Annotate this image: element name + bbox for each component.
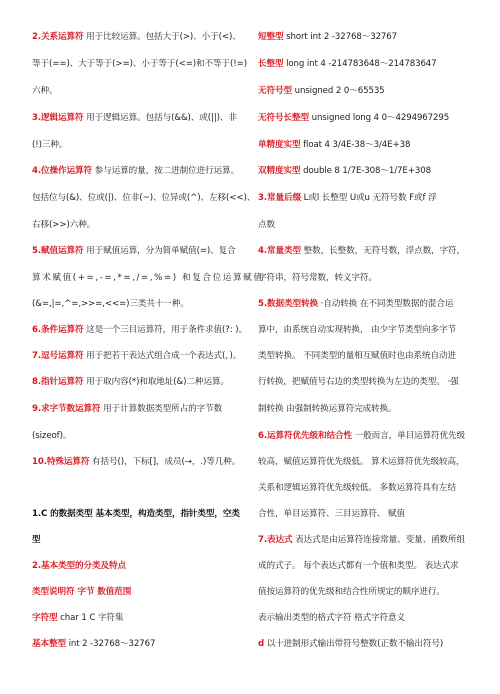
text-line — [258, 272, 377, 285]
text-line — [258, 456, 464, 469]
text-line — [258, 508, 405, 521]
text-line — [258, 403, 397, 416]
text-line — [32, 298, 189, 311]
body-text: L或l 长整型 U或u 无符号数 F或f 浮 — [301, 193, 437, 203]
heading-term: 字符型 — [32, 613, 58, 623]
body-text: 包括位与(&)、位或(|)、位非(~)、位异或(^)、左移(<<)、 — [32, 193, 256, 203]
text-line — [32, 612, 123, 625]
text-line — [32, 58, 247, 71]
text-line — [32, 112, 237, 125]
text-line — [258, 482, 456, 495]
heading-term: 3.常量后缀 — [258, 193, 302, 203]
text-line — [258, 192, 437, 205]
body-text: 算术赋值(+=,-=,*=,/=,%=) 和复合位运算赋值 — [32, 273, 264, 283]
body-text: ·自动转换 在不同类型数据的混合运 — [318, 299, 454, 309]
text-line — [32, 638, 155, 651]
text-line — [32, 324, 247, 337]
body-text: 有括号()，下标[]，成员(→，.)等几种。 — [89, 457, 241, 467]
text-line — [32, 560, 126, 573]
bold-text: 1.C 的数据类型 基本类型，构造类型，指针类型，空类 — [32, 509, 240, 519]
body-text: 以十进制形式输出带符号整数(正数不输出符号) — [264, 639, 444, 649]
body-text: unsigned 2 0～65535 — [291, 86, 385, 96]
body-text: int 2 -32768～32767 — [65, 639, 156, 649]
body-text: 行转换，把赋值号右边的类型转换为左边的类型。 ·强 — [258, 377, 459, 387]
body-text: 算中，由系统自动实现转换， 由少字节类型向多字节 — [258, 325, 456, 335]
body-text: 较高，赋值运算符优先级低。 算术运算符优先级较高， — [258, 457, 465, 467]
heading-term: 双精度实型 — [258, 166, 301, 176]
text-line — [258, 31, 397, 44]
text-line — [32, 534, 41, 547]
body-text: 制转换 由强制转换运算符完成转换。 — [258, 404, 397, 414]
text-line — [258, 324, 456, 337]
body-text: 右移(>>)六种。 — [32, 220, 96, 230]
heading-term: 7.表达式 — [258, 535, 293, 545]
text-line — [258, 219, 275, 232]
body-text: 一般而言，单目运算符优先级 — [351, 431, 466, 441]
heading-term: 7.逗号运算符 — [32, 351, 84, 361]
heading-term: 无符号长整型 — [258, 113, 309, 123]
body-text: (&=,|=,^=,>>=,<<=)三类共十一种。 — [32, 299, 189, 309]
body-text: 表示输出类型的格式字符 格式字符意义 — [258, 613, 406, 623]
body-text: 用于逻辑运算。包括与(&&)、或(||)、非 — [83, 113, 237, 123]
text-line — [258, 245, 465, 258]
heading-term: 6.运算符优先级和结合性 — [258, 431, 352, 441]
text-line — [258, 430, 465, 443]
text-line — [258, 560, 459, 573]
body-text: 用于把若干表达式组合成一个表达式(，)。 — [83, 351, 242, 361]
heading-term: 短整型 — [258, 32, 284, 42]
body-text: 等于(==)、大于等于(>=)、小于等于(<=)和不等于(!=) — [32, 59, 247, 69]
heading-term: 基本整型 — [32, 639, 66, 649]
text-line — [32, 139, 67, 152]
body-text: 关系和逻辑运算符优先级较低。 多数运算符具有左结 — [258, 483, 456, 493]
text-line — [32, 430, 71, 443]
body-text: 合性，单目运算符、三目运算符、 赋值 — [258, 509, 406, 519]
text-line — [258, 165, 431, 178]
text-line — [32, 403, 222, 416]
heading-term: 2.关系运算符 — [32, 32, 84, 42]
text-line — [32, 272, 264, 285]
heading-term: 无符号型 — [258, 86, 292, 96]
body-text: 用于取内容(*)和取地址(&)二种运算。 — [83, 377, 229, 387]
text-line — [32, 508, 240, 521]
heading-term: 6.条件运算符 — [32, 325, 84, 335]
text-line — [258, 612, 405, 625]
text-line — [258, 58, 437, 71]
heading-term: 类型说明符 字节 数值范围 — [32, 587, 132, 597]
text-line — [258, 638, 443, 651]
text-line — [258, 85, 385, 98]
text-line — [258, 298, 453, 311]
text-line — [32, 376, 229, 389]
text-line — [32, 165, 239, 178]
heading-term: 4.常量类型 — [258, 246, 302, 256]
text-line — [32, 31, 241, 44]
text-line — [258, 112, 449, 125]
heading-term: 2.基本类型的分类及特点 — [32, 561, 126, 571]
body-text: 用于比较运算。包括大于(>)、小于(<)、 — [83, 32, 241, 42]
text-line — [32, 586, 131, 599]
heading-term: 5.赋值运算符 — [32, 246, 84, 256]
text-line — [32, 85, 57, 98]
text-line — [258, 586, 445, 599]
heading-term: 9.求字节数运算符 — [32, 404, 101, 414]
heading-term: 10.特殊运算符 — [32, 457, 90, 467]
body-text: 字符串，符号常数，转义字符。 — [258, 273, 377, 283]
body-text: (!)三种。 — [32, 140, 68, 150]
body-text: double 8 1/7E-308～1/7E+308 — [300, 166, 431, 176]
heading-term: 5.数据类型转换 — [258, 299, 319, 309]
body-text: unsigned long 4 0～4294967295 — [308, 113, 450, 123]
body-text: char 1 C 字符集 — [57, 613, 124, 623]
body-text: long int 4 -214783648～214783647 — [283, 59, 437, 69]
heading-term: 4.位操作运算符 — [32, 166, 93, 176]
body-text: short int 2 -32768～32767 — [283, 32, 398, 42]
text-line — [32, 192, 255, 205]
body-text: 这是一个三目运算符，用于条件求值(?: )。 — [83, 325, 247, 335]
text-line — [32, 245, 236, 258]
heading-term: d — [258, 639, 265, 649]
text-line — [258, 139, 410, 152]
text-line — [258, 534, 465, 547]
body-text: 值按运算符的优先级和结合性所规定的顺序进行。 — [258, 587, 445, 597]
heading-term: 长整型 — [258, 59, 284, 69]
body-text: (sizeof)。 — [32, 431, 72, 441]
text-line — [32, 350, 241, 363]
body-text: 用于赋值运算，分为简单赋值(=)、复合 — [83, 246, 236, 256]
body-text: 类型转换。 不同类型的量相互赋值时也由系统自动进 — [258, 351, 456, 361]
heading-term: 8.指针运算符 — [32, 377, 84, 387]
body-text: 成的式子。 每个表达式都有一个值和类型。 表达式求 — [258, 561, 459, 571]
text-line — [32, 219, 95, 232]
body-text: 六种。 — [32, 86, 58, 96]
text-line — [258, 350, 456, 363]
body-text: 参与运算的量，按二进制位进行运算。 — [92, 166, 240, 176]
body-text: 用于计算数据类型所占的字节数 — [100, 404, 223, 414]
body-text: 表达式是由运算符连接常量、变量、函数所组 — [292, 535, 466, 545]
body-text: 点数 — [258, 220, 275, 230]
body-text: 整数，长整数，无符号数，浮点数，字符， — [301, 246, 466, 256]
heading-term: 单精度实型 — [258, 140, 301, 150]
text-line — [258, 376, 459, 389]
text-line — [32, 456, 240, 469]
heading-term: 3.逻辑运算符 — [32, 113, 84, 123]
body-text: float 4 3/4E-38～3/4E+38 — [300, 140, 411, 150]
bold-text: 型 — [32, 535, 41, 545]
